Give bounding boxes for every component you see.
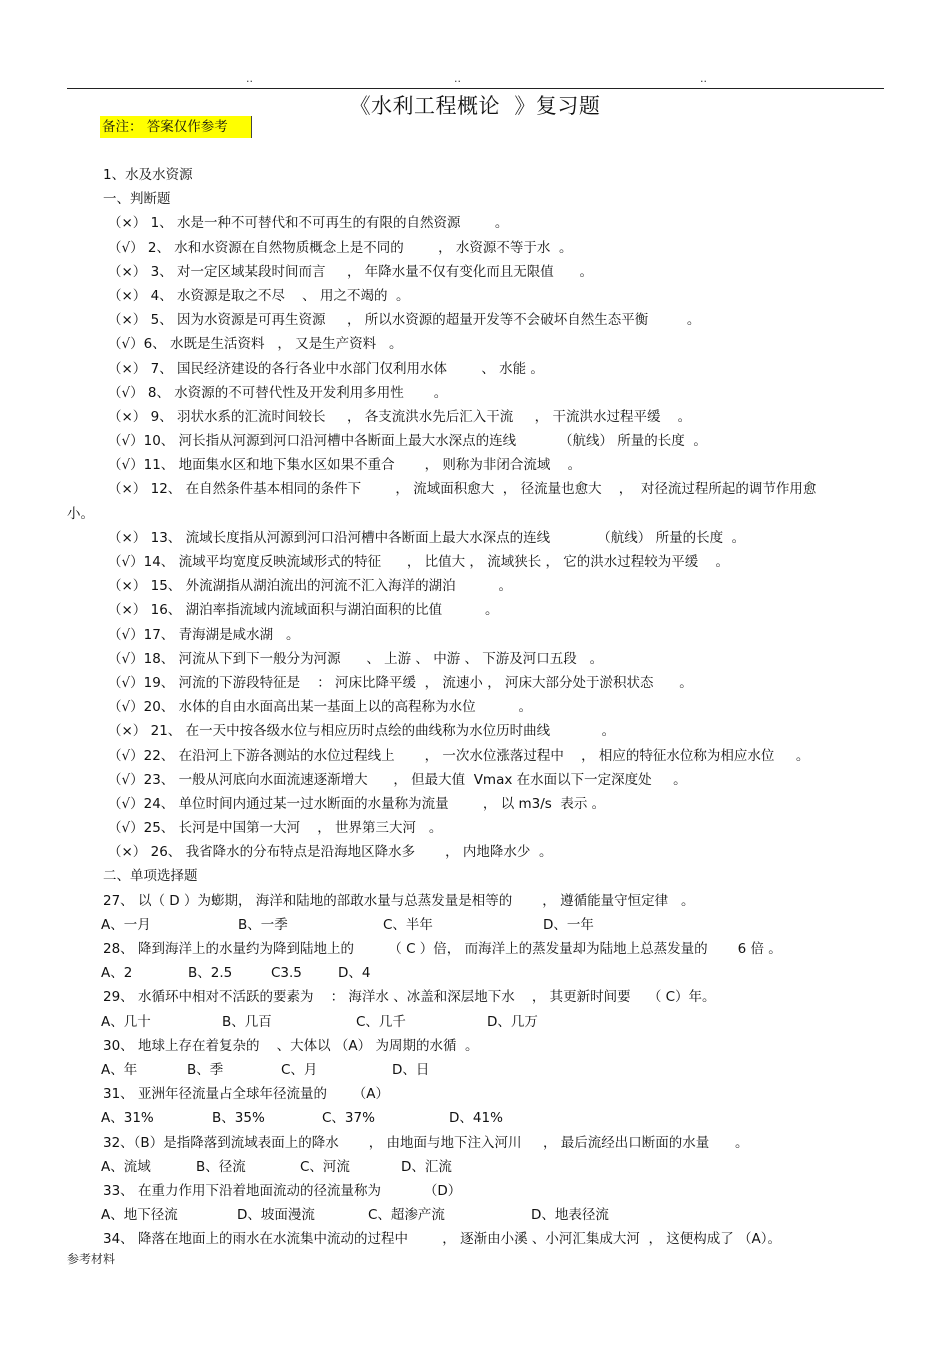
tf-item-2: （√） 2、 水和水资源在自然物质概念上是不同的 ， 水资源不等于水 。 xyxy=(108,239,573,256)
tf-item-14: （√）14、 流域平均宽度反映流域形式的特征 ， 比值大 ， 流域狭长 ， 它的洪水过程较为平缓 。 xyxy=(108,554,729,570)
header-rule xyxy=(67,88,884,89)
option-b: D、坡面漫流 xyxy=(237,1207,315,1224)
header-dot-right: .. xyxy=(700,72,707,85)
option-b: B、季 xyxy=(187,1061,224,1078)
section-heading: 1、水及水资源 xyxy=(103,167,193,183)
tf-item-3: （×） 3、 对一定区域某段时间而言 ， 年降水量不仅有变化而且无限值 。 xyxy=(108,263,593,280)
tf-item-10: （√）10、 河长指从河源到河口沿河槽中各断面上最大水深点的连线 （航线） 所量的长度 。 xyxy=(108,433,707,450)
mc-question-28: 28、 降到海洋上的水量约为降到陆地上的 （ C ）倍， 而海洋上的蒸发量却为陆地上总蒸发量的 6 倍 。 xyxy=(103,941,782,957)
option-a: A、年 xyxy=(101,1061,138,1078)
tf-item-25: （√）25、 长河是中国第一大河 ， 世界第三大河 。 xyxy=(108,820,443,837)
mc-question-34: 34、 降落在地面上的雨水在水流集中流动的过程中 ， 逐渐由小溪 、小河汇集成大河 ， 这便构成了 （A）。 xyxy=(103,1231,782,1248)
mc-options-32 xyxy=(0,1155,950,1179)
tf-item-19: （√）19、 河流的下游段特征是 ： 河床比降平缓 ， 流速小 ， 河床大部分处于淤积状态 。 xyxy=(108,674,693,691)
mc-question-32: 32、（B）是指降落到流域表面上的降水 ， 由地面与地下注入河川 ， 最后流经出口断面的水量 。 xyxy=(103,1134,749,1151)
document-body xyxy=(0,163,950,1251)
header-dot-center: .. xyxy=(454,72,461,85)
option-c: C、37% xyxy=(322,1110,375,1127)
option-c: C、月 xyxy=(281,1061,318,1078)
option-a: A、几十 xyxy=(101,1013,151,1030)
option-d: D、日 xyxy=(392,1061,430,1078)
mc-question-30: 30、 地球上存在着复杂的 、大体以 （A） 为周期的水循 。 xyxy=(103,1037,479,1054)
option-b: B、一季 xyxy=(238,916,288,933)
option-c: C3.5 xyxy=(271,965,302,982)
tf-item-15: （×） 15、 外流湖指从湖泊流出的河流不汇入海洋的湖泊 。 xyxy=(108,578,512,595)
page-title: 《水利工程概论 》复习题 xyxy=(349,94,601,118)
option-c: C、几千 xyxy=(356,1013,406,1030)
option-d: D、几万 xyxy=(487,1013,538,1030)
mc-question-29: 29、 水循环中相对不活跃的要素为 ： 海洋水 、冰盖和深层地下水 ， 其更新时间要 （ C）年。 xyxy=(103,989,716,1006)
option-c: C、半年 xyxy=(383,916,433,933)
mc-options-28 xyxy=(0,961,950,985)
tf-item-26: （×） 26、 我省降水的分布特点是沿海地区降水多 ， 内地降水少 。 xyxy=(108,844,553,861)
mc-heading: 二、单项选择题 xyxy=(103,868,198,885)
tf-item-9: （×） 9、 羽状水系的汇流时间较长 ， 各支流洪水先后汇入干流 ， 干流洪水过程平缓 。 xyxy=(108,408,692,425)
tf-item-8: （√） 8、 水资源的不可替代性及开发利用多用性 。 xyxy=(108,384,448,401)
tf-item-17: （√）17、 青海湖是咸水湖 。 xyxy=(108,626,300,643)
option-b: B、径流 xyxy=(196,1158,246,1175)
tf-item-13: （×） 13、 流域长度指从河源到河口沿河槽中各断面上最大水深点的连线 （航线） 所量的长度 。 xyxy=(108,529,746,546)
tf-item-18: （√）18、 河流从下到下一般分为河源 、 上游 、 中游 、 下游及河口五段 。 xyxy=(108,650,604,667)
option-c: C、超渗产流 xyxy=(368,1207,445,1224)
option-a: A、2 xyxy=(101,965,133,982)
option-d: D、4 xyxy=(338,965,371,982)
answer-note: 备注： 答案仅作参考 xyxy=(100,116,252,138)
mc-question-31: 31、 亚洲年径流量占全球年径流量的 （A） xyxy=(103,1086,389,1103)
footer-note: 参考材料 xyxy=(67,1252,116,1266)
tf-item-6: （√）6、 水既是生活资料 ， 又是生产资料 。 xyxy=(108,336,403,353)
tf-item-7: （×） 7、 国民经济建设的各行各业中水部门仅利用水体 、 水能 。 xyxy=(108,360,544,377)
option-d: D、地表径流 xyxy=(531,1207,609,1224)
tf-item-12: （×） 12、 在自然条件基本相同的条件下 ， 流域面积愈大 ， 径流量也愈大 ， 对径流过程所起的调节作用愈 xyxy=(108,481,817,498)
option-c: C、河流 xyxy=(300,1158,350,1175)
option-b: B、2.5 xyxy=(188,965,233,982)
option-d: D、41% xyxy=(449,1110,503,1127)
tf-heading: 一、判断题 xyxy=(103,191,171,208)
option-d: D、一年 xyxy=(543,916,594,933)
option-a: A、一月 xyxy=(101,916,151,933)
tf-item-11: （√）11、 地面集水区和地下集水区如果不重合 ， 则称为非闭合流域 。 xyxy=(108,457,582,474)
option-b: B、35% xyxy=(212,1110,265,1127)
note-edge xyxy=(251,116,252,138)
mc-options-30 xyxy=(0,1058,950,1082)
tf-item-21: （×） 21、 在一天中按各级水位与相应历时点绘的曲线称为水位历时曲线 。 xyxy=(108,723,616,740)
header-dot-left: .. xyxy=(246,72,253,85)
tf-item-24: （√）24、 单位时间内通过某一过水断面的水量称为流量 ， 以 m3/s 表示 。 xyxy=(108,795,606,812)
tf-item-23: （√）23、 一般从河底向水面流速逐渐增大 ， 但最大值 Vmax 在水面以下一定深度处 。 xyxy=(108,771,687,788)
mc-question-27: 27、 以（ D ）为蟛期， 海洋和陆地的部敢水量与总蒸发量是相等的 ， 遵循能量守恒定律 。 xyxy=(103,892,695,909)
option-a: A、流域 xyxy=(101,1158,151,1175)
tf-item-12-wrap: 小。 xyxy=(67,505,94,522)
tf-item-22: （√）22、 在沿河上下游各测站的水位过程线上 ， 一次水位涨落过程中 ， 相应的特征水位称为相应水位 。 xyxy=(108,747,810,764)
option-a: A、31% xyxy=(101,1110,154,1127)
tf-item-4: （×） 4、 水资源是取之不尽 、 用之不竭的 。 xyxy=(108,287,410,304)
mc-options-27 xyxy=(0,913,950,937)
mc-question-33: 33、 在重力作用下沿着地面流动的径流量称为 （D） xyxy=(103,1182,462,1199)
header-dots xyxy=(0,72,950,84)
option-a: A、地下径流 xyxy=(101,1207,178,1224)
mc-options-33 xyxy=(0,1203,950,1227)
tf-item-1: （×） 1、 水是一种不可替代和不可再生的有限的自然资源 。 xyxy=(108,215,509,232)
mc-options-31 xyxy=(0,1106,950,1130)
option-b: B、几百 xyxy=(222,1013,272,1030)
tf-item-5: （×） 5、 因为水资源是可再生资源 ， 所以水资源的超量开发等不会破坏自然生态平衡 。 xyxy=(108,312,701,329)
option-d: D、汇流 xyxy=(401,1158,452,1175)
tf-item-16: （×） 16、 湖泊率指流域内流域面积与湖泊面积的比值 。 xyxy=(108,602,499,619)
mc-options-29 xyxy=(0,1010,950,1034)
tf-item-20: （√）20、 水体的自由水面高出某一基面上以的高程称为水位 。 xyxy=(108,699,532,716)
